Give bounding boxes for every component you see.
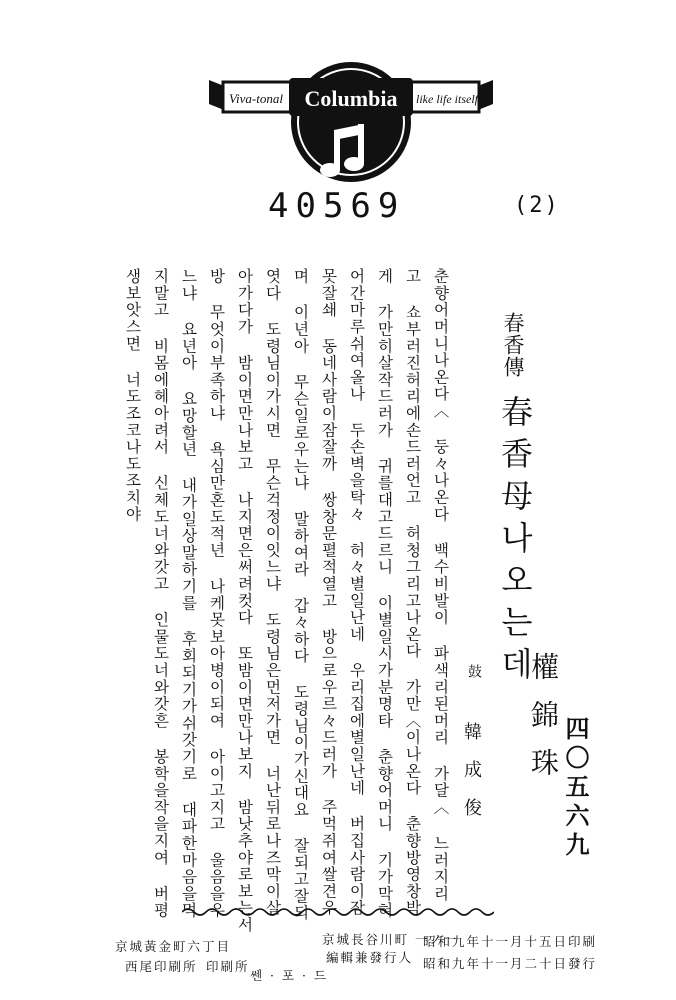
printer-name: 西尾印刷所 (125, 959, 198, 974)
brand-name: Columbia (304, 86, 398, 111)
publisher-address: 京城長谷川町 一ノ一 (322, 932, 459, 947)
printer-address: 京城黃金町六丁目 (115, 939, 232, 954)
side-indicator: (2) (514, 193, 560, 218)
lyric-line-12: 생보앗스면 너도조코나도조치야 (123, 268, 142, 523)
page-title: 春香母나오는데 (496, 395, 534, 689)
lyric-line-9: 방 무엇이부족하냐 욕심만혼도적년 나케못보아병이되여 아이고지고 울음을우 (207, 268, 226, 919)
banner-left-text: Viva-tonal (229, 91, 283, 106)
lyric-line-1: 춘향어머니나온다〈 둥々나온다 백수비발이 파색리된머리 가달〈 느러지리 (431, 268, 450, 903)
lyric-line-11: 지말고 비몸에헤아려서 신체도너와갓고 인물도너와갓흔 봉학을작을지여 버평 (151, 268, 170, 919)
columbia-logo (205, 40, 497, 190)
lyric-line-7: 엿다 도령님이가시면 무슨걱정이잇느냐 도령님은먼저가면 너난뒤로나즈막이살 (263, 268, 282, 917)
editor-publisher-label: 編輯兼發行人 (326, 950, 414, 965)
wavy-divider (182, 905, 494, 919)
printing-office-label: 印刷所 (206, 959, 250, 974)
publishing-date: 昭和九年十一月二十日發行 (423, 956, 598, 971)
banner-right-text: like life itself (416, 92, 478, 106)
title-genre: 春香傳 (501, 312, 525, 378)
lyric-line-2: 고 쇼부러진허리에손드러언고 허청그리고나온다 가만〈이나온다 춘향방영창박 (403, 268, 422, 917)
drum-label: 鼓 (466, 664, 482, 680)
lyric-line-8: 아가다가 밤이면만나보고 나지면은써려컷다 또밤이면만나보지 밤낫추야로보는서 (235, 268, 254, 934)
printing-date: 昭和九年十一月十五日印刷 (423, 934, 598, 949)
publisher-name: 쎈 · 포 · 드 (250, 968, 329, 983)
catalog-number-hanja: 四〇五六九 (561, 716, 590, 861)
lyric-line-3: 게 가만히살작드러가 귀를대고드르니 이별일시가분명타 춘향어머니 기가막혀 (375, 268, 394, 919)
columbia-logo-graphic (205, 40, 497, 190)
catalog-number: 40569 (268, 186, 406, 226)
lyric-line-6: 며 이년아 무슨일로우는냐 말하여라 갑々하다 도령님이가신대요 잘되고잘되 (291, 268, 310, 922)
lyric-line-10: 느냐 요년아 요망할년 내가일상말하기를 후회되기가쉬갓기로 대파한마음을먹 (179, 268, 198, 919)
singer-name: 權錦珠 (527, 652, 560, 796)
lyric-line-5: 못잘쇄 동네사람이잠잘까 쌍창문펼적열고 방으로우르々드러가 주먹쥐여쌀견우 (319, 268, 338, 917)
lyric-line-4: 어간마루쉬여올나 두손벽을탁々 허々별일난네 우리집에별일난네 버집사람이잠 (347, 268, 366, 917)
drummer-name: 韓成俊 (461, 722, 482, 836)
